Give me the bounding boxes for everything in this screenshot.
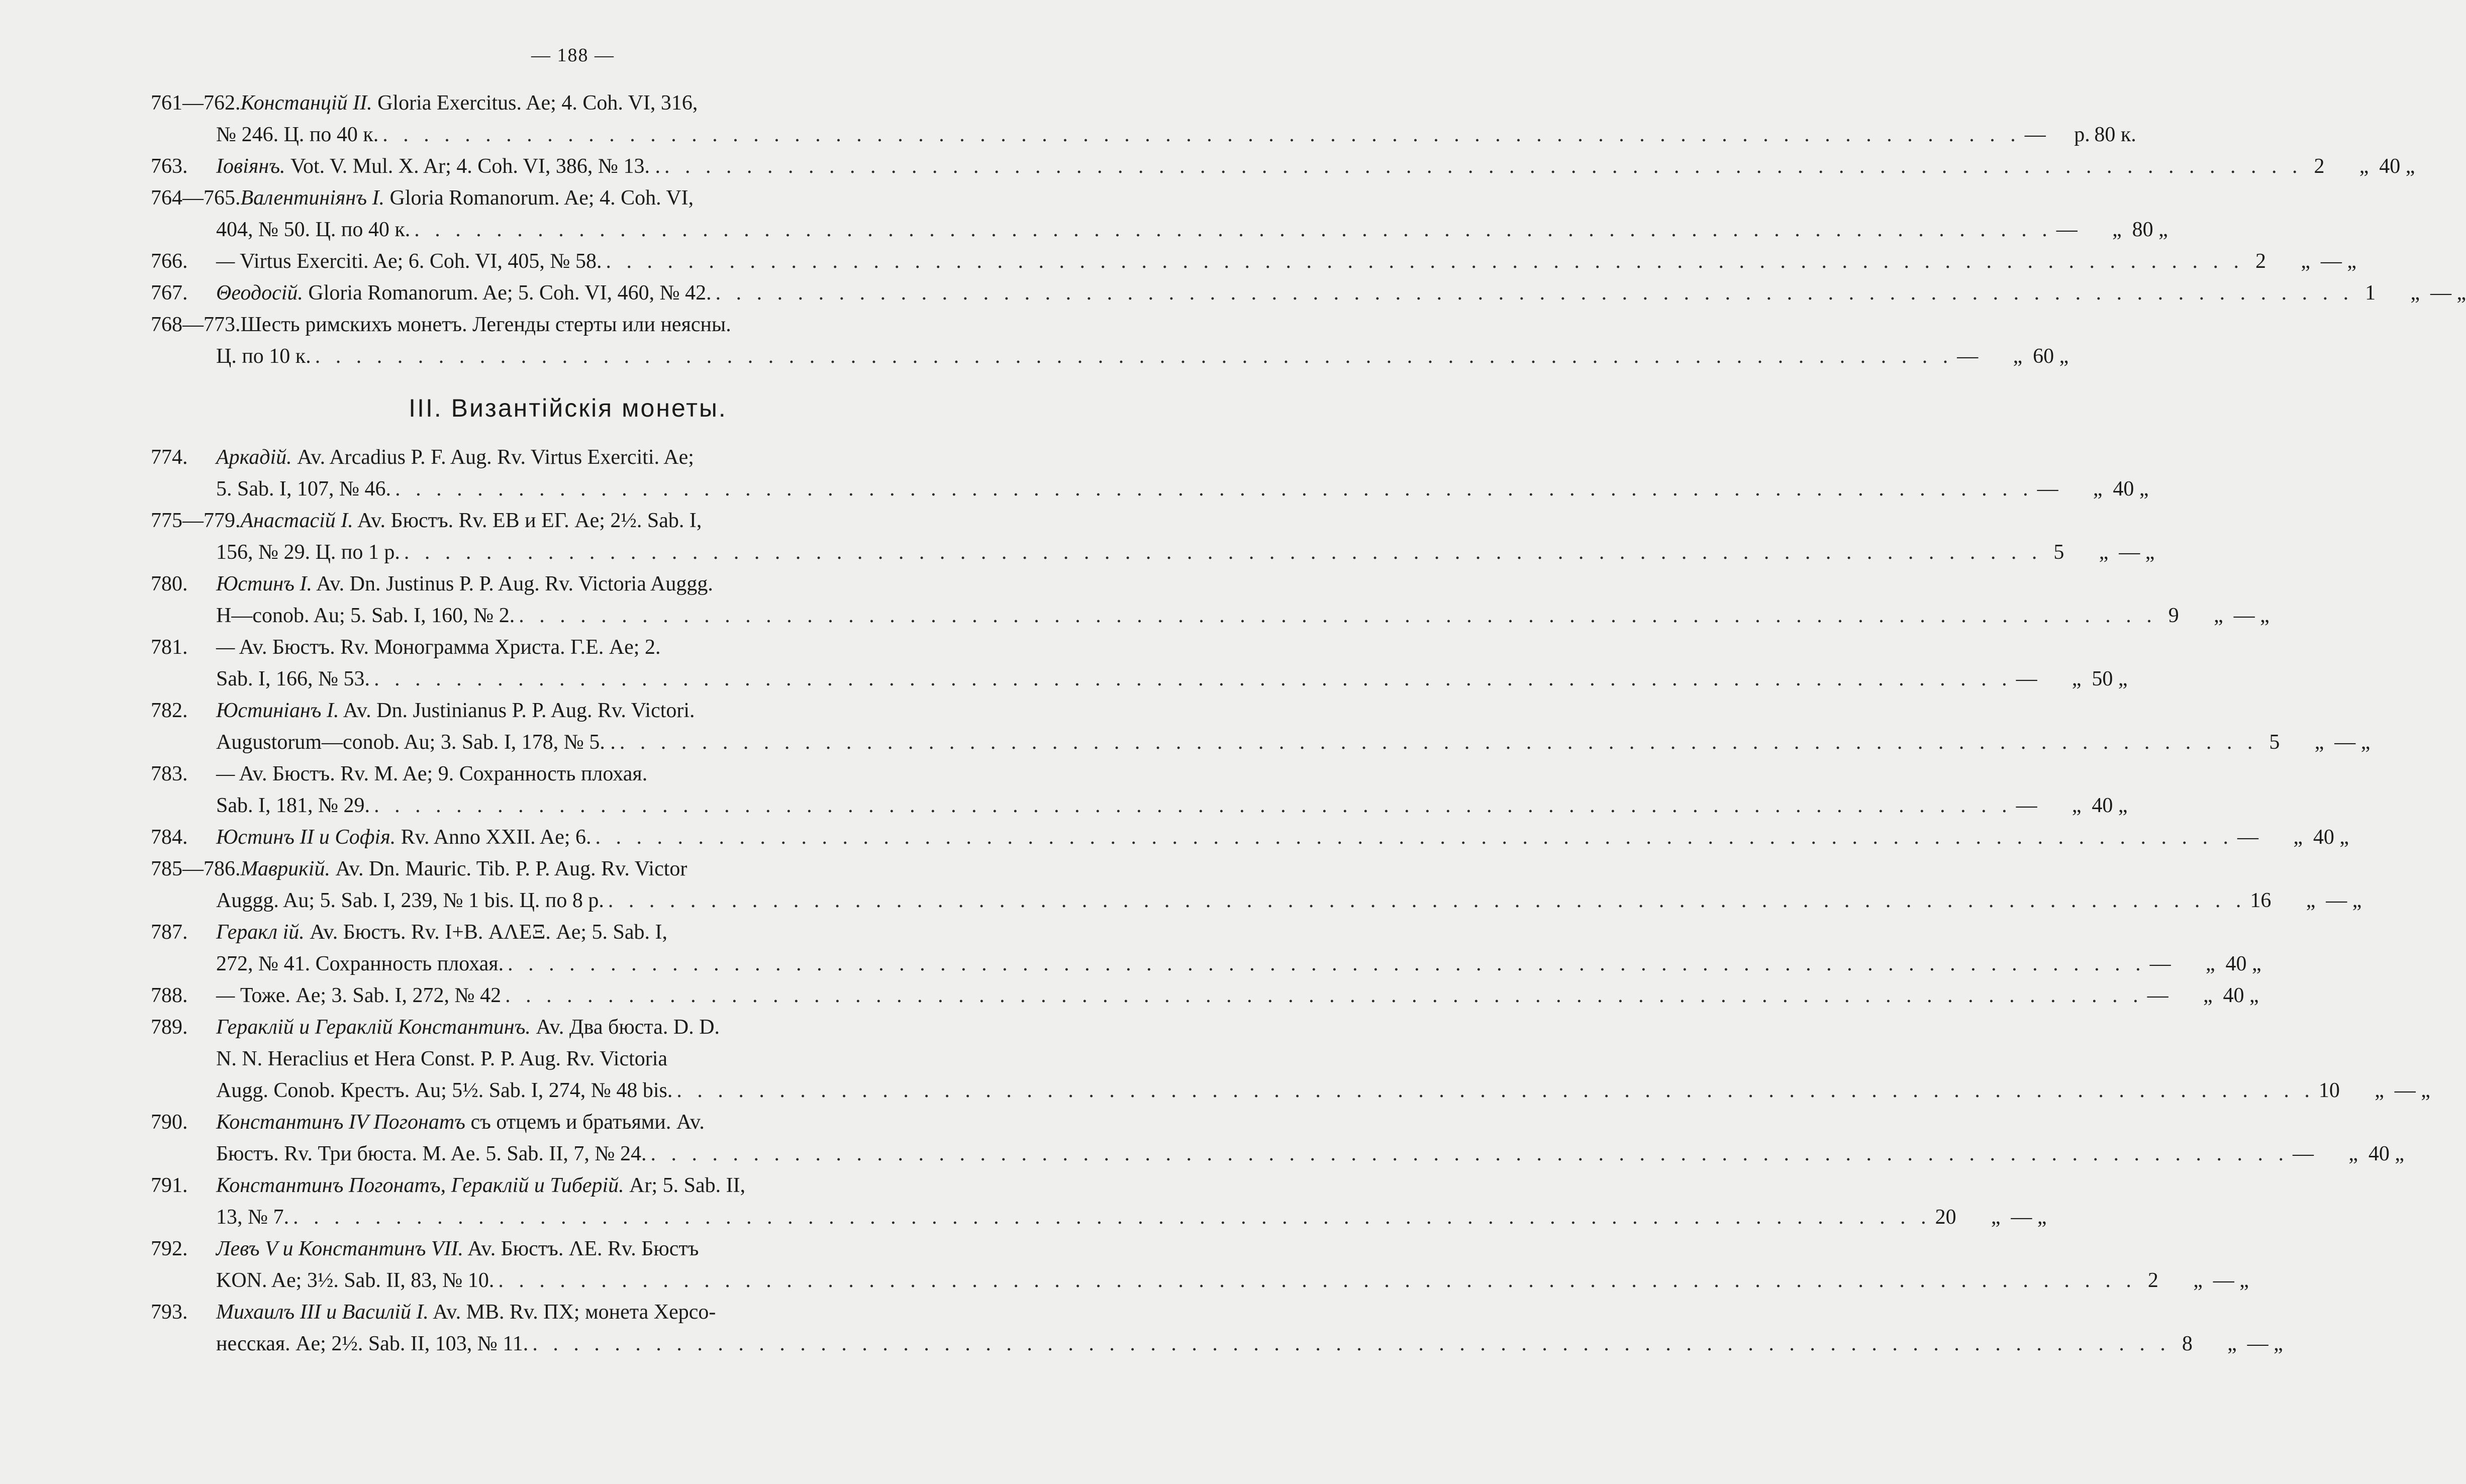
price-marker: 16 <box>2250 889 2272 912</box>
entry-number: 763. <box>151 155 188 178</box>
entry-description: Av. Arcadius P. F. Aug. Rv. Virtus Exerciti. Ae; <box>297 446 694 469</box>
page-number: — 188 — <box>531 45 615 66</box>
price-kopecks: — „ <box>2011 1206 2047 1229</box>
price-marker: — <box>2292 1142 2314 1165</box>
dot-leader: . . . . . . . . . . . . . . . . . . . . . . . . . . . . . . . . . . . . . . . . . . . . . . . . . . . . . . . . . . . . . . . . . . . . . . . . . . . . . . . . <box>404 541 2042 564</box>
price-kopecks: 40 „ <box>2092 794 2128 817</box>
entry-description: H—conob. Au; 5. Sab. I, 160, № 2. <box>216 604 515 627</box>
entry-line <box>151 632 955 663</box>
dot-leader: . . . . . . . . . . . . . . . . . . . . . . . . . . . . . . . . . . . . . . . . . . . . . . . . . . . . . . . . . . . . . . . . . . . . . . . . . . . . . . . . <box>650 1142 2289 1165</box>
catalog-entry <box>151 1107 2404 1170</box>
entry-continuation <box>151 948 2261 980</box>
catalog-entry <box>151 822 2349 853</box>
entry-description: Av. Dn. Justinianus P. P. Aug. Rv. Victori. <box>343 699 695 722</box>
price-kopecks: 40 „ <box>2368 1142 2404 1165</box>
price-kopecks: — „ <box>2334 731 2371 754</box>
entry-text <box>241 182 694 214</box>
dot-leader: . . . . . . . . . . . . . . . . . . . . . . . . . . . . . . . . . . . . . . . . . . . . . . . . . . . . . . . . . . . . . . . . . . . . . . . . . . . . . . . . <box>608 889 2246 912</box>
entry-number: 793. <box>151 1301 188 1324</box>
entry-line <box>151 1107 955 1138</box>
price-marker: 5 <box>2053 541 2064 564</box>
entry-continuation <box>151 214 2168 246</box>
ruler-name: Валентиніянъ I. <box>240 186 384 210</box>
dot-leader: . . . . . . . . . . . . . . . . . . . . . . . . . . . . . . . . . . . . . . . . . . . . . . . . . . . . . . . . . . . . . . . . . . . . . . . . . . . . . . . . <box>532 1332 2171 1355</box>
entry-text <box>216 151 660 182</box>
entry-line <box>151 980 2259 1012</box>
entry-description: Ar; 5. Sab. II, <box>629 1174 746 1197</box>
entry-number: 774. <box>151 446 188 469</box>
entry-description: Sab. I, 166, № 53. <box>216 667 370 690</box>
dot-leader: . . . . . . . . . . . . . . . . . . . . . . . . . . . . . . . . . . . . . . . . . . . . . . . . . . . . . . . . . . . . . . . . . . . . . . . . . . . . . . . . <box>664 155 2303 178</box>
price-marker: 2 <box>2314 155 2325 178</box>
entry-description: Av. Бюстъ. Rv. M. Ae; 9. Сохранность плохая. <box>239 762 648 785</box>
price-rubles: „ <box>2193 1269 2203 1292</box>
entry-line <box>151 246 2356 277</box>
price-kopecks: 40 „ <box>2223 984 2259 1007</box>
entry-description: Gloria Exercitus. Ae; 4. Coh. VI, 316, <box>377 91 698 115</box>
entry-number: 775—779. <box>151 509 241 532</box>
price-rubles: „ <box>2203 984 2213 1007</box>
price-rubles: „ <box>2348 1142 2358 1165</box>
entry-description: № 246. Ц. по 40 к. <box>216 123 379 146</box>
price-rubles: „ <box>2306 889 2316 912</box>
entry-number: 788. <box>151 984 188 1007</box>
entry-number: 780. <box>151 572 188 596</box>
entry-text <box>241 505 702 537</box>
ruler-name: Θеодосій. <box>216 281 303 305</box>
dot-leader: . . . . . . . . . . . . . . . . . . . . . . . . . . . . . . . . . . . . . . . . . . . . . . . . . . . . . . . . . . . . . . . . . . . . . . . . . . . . . . . . <box>395 477 2033 501</box>
price-marker: — <box>2149 952 2171 975</box>
entry-description: Vot. V. Mul. X. Ar; 4. Coh. VI, 386, № 13. . <box>290 155 660 178</box>
entry-line <box>151 1297 955 1328</box>
entry-number: 789. <box>151 1016 188 1039</box>
entry-text <box>216 1233 699 1265</box>
entry-description: Av. Два бюста. D. D. <box>536 1016 720 1039</box>
entry-continuation <box>151 1075 2430 1107</box>
entry-line <box>151 151 2415 182</box>
price-rubles: „ <box>2214 604 2223 627</box>
entry-line <box>151 758 955 790</box>
entry-description: 5. Sab. I, 107, № 46. <box>216 477 391 501</box>
entry-continuation <box>151 119 2136 151</box>
price-marker: — <box>2016 794 2037 817</box>
dot-leader: . . . . . . . . . . . . . . . . . . . . . . . . . . . . . . . . . . . . . . . . . . . . . . . . . . . . . . . . . . . . . . . . . . . . . . . . . . . . . . . . <box>508 952 2146 975</box>
entry-continuation <box>151 473 2149 505</box>
price-rubles: „ <box>2410 281 2420 305</box>
price-kopecks: — „ <box>2233 604 2270 627</box>
entry-description: Augustorum—conob. Au; 3. Sab. I, 178, № 5. . <box>216 731 616 754</box>
price-kopecks: — „ <box>2320 250 2356 273</box>
entry-line <box>151 505 955 537</box>
entry-number: 766. <box>151 250 188 273</box>
entry-line <box>151 917 955 948</box>
price-kopecks: — „ <box>2394 1079 2430 1102</box>
entry-line <box>151 309 955 341</box>
ruler-name: Михаилъ III и Василій I. <box>216 1301 429 1324</box>
entry-text <box>216 632 660 663</box>
entry-description: Av. Бюстъ. Rv. EB и ЕГ. Ae; 2½. Sab. I, <box>357 509 702 532</box>
entry-continuation <box>151 790 2128 822</box>
entry-continuation <box>151 341 2069 372</box>
price-marker: 1 <box>2365 281 2376 305</box>
catalog-entry <box>151 151 2415 182</box>
price-marker: — <box>1957 345 1979 368</box>
price-rubles: р. <box>2074 123 2090 146</box>
entry-description: Rv. Anno XXII. Ae; 6. <box>401 826 591 849</box>
entry-number: 764—765. <box>151 186 241 210</box>
ruler-name: Юстинъ II и Софія. <box>216 826 396 849</box>
entry-number: 785—786. <box>151 857 241 880</box>
entry-number: 781. <box>151 636 188 659</box>
entry-continuation <box>151 885 2362 917</box>
ruler-name: Аркадій. <box>216 446 292 469</box>
dot-leader: . . . . . . . . . . . . . . . . . . . . . . . . . . . . . . . . . . . . . . . . . . . . . . . . . . . . . . . . . . . . . . . . . . . . . . . . . . . . . . . . <box>414 218 2052 241</box>
entry-description: Ц. по 10 к. <box>216 345 311 368</box>
entry-text <box>216 246 602 277</box>
entry-text <box>216 980 501 1012</box>
dot-leader: . . . . . . . . . . . . . . . . . . . . . . . . . . . . . . . . . . . . . . . . . . . . . . . . . . . . . . . . . . . . . . . . . . . . . . . . . . . . . . . . <box>293 1206 1931 1229</box>
entry-text <box>216 442 694 473</box>
price-marker: — <box>2016 667 2037 690</box>
page <box>151 44 2466 1360</box>
entry-continuation <box>151 1265 2249 1297</box>
price-marker: 8 <box>2182 1332 2193 1355</box>
price-rubles: „ <box>2013 345 2023 368</box>
catalog-entry <box>151 246 2356 277</box>
entry-description: Av. MB. Rv. ΠΧ; монета Херсо- <box>433 1301 716 1324</box>
price-rubles: „ <box>2293 826 2303 849</box>
catalog-entry <box>151 1170 2047 1233</box>
catalog-entry <box>151 442 2149 505</box>
entry-description: Av. Бюстъ. ΛΕ. Rv. Бюстъ <box>467 1237 699 1260</box>
price-kopecks: 40 „ <box>2225 952 2261 975</box>
entry-text <box>216 695 695 727</box>
dot-leader: . . . . . . . . . . . . . . . . . . . . . . . . . . . . . . . . . . . . . . . . . . . . . . . . . . . . . . . . . . . . . . . . . . . . . . . . . . . . . . . . <box>374 794 2012 817</box>
entry-number: 782. <box>151 699 188 722</box>
price-rubles: „ <box>2205 952 2215 975</box>
entry-description: Gloria Romanorum. Ae; 5. Coh. VI, 460, № 42. <box>308 281 712 305</box>
entry-text <box>216 1012 720 1043</box>
dot-leader: . . . . . . . . . . . . . . . . . . . . . . . . . . . . . . . . . . . . . . . . . . . . . . . . . . . . . . . . . . . . . . . . . . . . . . . . . . . . . . . . <box>606 250 2244 273</box>
catalog-entry <box>151 758 2128 822</box>
entry-continuation <box>151 1202 2047 1233</box>
price-kopecks: — „ <box>2430 281 2466 305</box>
price-rubles: „ <box>2301 250 2310 273</box>
price-marker: — <box>2024 123 2046 146</box>
catalog-entry <box>151 277 2466 309</box>
entry-description: несская. Ae; 2½. Sab. II, 103, № 11. <box>216 1332 529 1355</box>
entry-description: Бюстъ. Rv. Три бюста. M. Ae. 5. Sab. II, 7, № 24. <box>216 1142 647 1165</box>
ruler-name: — <box>216 984 235 1007</box>
dot-leader: . . . . . . . . . . . . . . . . . . . . . . . . . . . . . . . . . . . . . . . . . . . . . . . . . . . . . . . . . . . . . . . . . . . . . . . . . . . . . . . . <box>715 281 2354 305</box>
entry-number: 761—762. <box>151 91 241 115</box>
price-marker: — <box>2147 984 2168 1007</box>
entry-text <box>216 1107 705 1138</box>
price-rubles: „ <box>2227 1332 2237 1355</box>
price-rubles: „ <box>2314 731 2324 754</box>
ruler-name: Іовіянъ. <box>216 155 285 178</box>
entry-text <box>216 1297 716 1328</box>
price-kopecks: 40 „ <box>2379 155 2415 178</box>
price-rubles: „ <box>2093 477 2103 501</box>
price-marker: 9 <box>2168 604 2179 627</box>
ruler-name: Левъ V и Константинъ VII. <box>216 1237 464 1260</box>
dot-leader: . . . . . . . . . . . . . . . . . . . . . . . . . . . . . . . . . . . . . . . . . . . . . . . . . . . . . . . . . . . . . . . . . . . . . . . . . . . . . . . . <box>382 123 2021 146</box>
entry-text <box>241 309 731 341</box>
entry-text <box>216 1170 745 1202</box>
entry-line <box>151 182 955 214</box>
catalog-entry <box>151 505 2155 568</box>
entry-line <box>151 695 955 727</box>
entry-line <box>151 1233 955 1265</box>
entry-text <box>216 277 712 309</box>
price-kopecks: 60 „ <box>2033 345 2069 368</box>
ruler-name: — <box>216 762 235 785</box>
price-kopecks: 80 к. <box>2094 123 2136 146</box>
entry-description: 156, № 29. Ц. по 1 р. <box>216 541 400 564</box>
entry-description: Augg. Conob. Крестъ. Au; 5½. Sab. I, 274, № 48 bis. <box>216 1079 673 1102</box>
entry-description: 272, № 41. Сохранность плохая. <box>216 952 504 975</box>
entry-line <box>151 1170 955 1202</box>
price-kopecks: — „ <box>2247 1332 2283 1355</box>
entry-description: Virtus Exerciti. Ae; 6. Coh. VI, 405, № 58. <box>240 250 602 273</box>
ruler-name: Константинъ Погонатъ, Гераклій и Тиберій. <box>216 1174 624 1197</box>
price-marker: 5 <box>2269 731 2280 754</box>
entry-continuation <box>151 1328 2283 1360</box>
entry-line <box>151 853 955 885</box>
dot-leader: . . . . . . . . . . . . . . . . . . . . . . . . . . . . . . . . . . . . . . . . . . . . . . . . . . . . . . . . . . . . . . . . . . . . . . . . . . . . . . . . <box>374 667 2012 690</box>
entry-description: 404, № 50. Ц. по 40 к. <box>216 218 411 241</box>
entry-description: Gloria Romanorum. Ae; 4. Coh. VI, <box>389 186 694 210</box>
entry-description: 13, № 7. <box>216 1206 289 1229</box>
price-marker: 2 <box>2147 1269 2158 1292</box>
entry-text <box>216 568 713 600</box>
dot-leader: . . . . . . . . . . . . . . . . . . . . . . . . . . . . . . . . . . . . . . . . . . . . . . . . . . . . . . . . . . . . . . . . . . . . . . . . . . . . . . . . <box>315 345 1953 368</box>
entry-line <box>151 87 955 119</box>
ruler-name: Константинъ IV Погонатъ <box>216 1111 465 1134</box>
price-marker: 20 <box>1935 1206 1956 1229</box>
catalog-entry <box>151 309 2069 372</box>
price-marker: 2 <box>2255 250 2266 273</box>
entry-description: Тоже. Ae; 3. Sab. I, 272, № 42 <box>240 984 502 1007</box>
price-rubles: „ <box>2072 667 2082 690</box>
entry-line <box>151 822 2349 853</box>
entry-list-roman <box>151 87 2466 372</box>
entry-description: Sab. I, 181, № 29. <box>216 794 370 817</box>
ruler-name: — <box>216 250 235 273</box>
ruler-name: Анастасій I. <box>240 509 353 532</box>
price-rubles: „ <box>2375 1079 2384 1102</box>
entry-description: съ отцемъ и братьями. Av. <box>470 1111 705 1134</box>
dot-leader: . . . . . . . . . . . . . . . . . . . . . . . . . . . . . . . . . . . . . . . . . . . . . . . . . . . . . . . . . . . . . . . . . . . . . . . . . . . . . . . . <box>505 984 2143 1007</box>
entry-line <box>151 442 955 473</box>
entry-number: 767. <box>151 281 188 305</box>
entry-number: 790. <box>151 1111 188 1134</box>
price-marker: 10 <box>2318 1079 2340 1102</box>
ruler-name: Юстиніанъ I. <box>216 699 339 722</box>
entry-continuation <box>151 1043 955 1075</box>
entry-line <box>151 277 2466 309</box>
entry-description: KON. Ae; 3½. Sab. II, 83, № 10. <box>216 1269 495 1292</box>
entry-list-byzantine <box>151 442 2430 1360</box>
ruler-name: Констанцій II. <box>240 91 372 115</box>
entry-text <box>241 853 687 885</box>
catalog-entry <box>151 695 2371 758</box>
entry-description: Av. Бюстъ. Rv. Монограмма Христа. Г.Е. Ae; 2. <box>239 636 661 659</box>
entry-description: Av. Бюстъ. Rv. I+B. ΑΛΕΞ. Ae; 5. Sab. I, <box>310 921 668 944</box>
entry-continuation <box>151 1138 2404 1170</box>
catalog-entry <box>151 980 2259 1012</box>
dot-leader: . . . . . . . . . . . . . . . . . . . . . . . . . . . . . . . . . . . . . . . . . . . . . . . . . . . . . . . . . . . . . . . . . . . . . . . . . . . . . . . . <box>519 604 2157 627</box>
dot-leader: . . . . . . . . . . . . . . . . . . . . . . . . . . . . . . . . . . . . . . . . . . . . . . . . . . . . . . . . . . . . . . . . . . . . . . . . . . . . . . . . <box>595 826 2234 849</box>
catalog-entry <box>151 1297 2283 1360</box>
entry-number: 792. <box>151 1237 188 1260</box>
price-rubles: „ <box>2359 155 2369 178</box>
ruler-name: Юстинъ I. <box>216 572 312 596</box>
dot-leader: . . . . . . . . . . . . . . . . . . . . . . . . . . . . . . . . . . . . . . . . . . . . . . . . . . . . . . . . . . . . . . . . . . . . . . . . . . . . . . . . <box>619 731 2258 754</box>
section-heading: III. Византійскія монеты. <box>409 394 727 422</box>
price-rubles: „ <box>2072 794 2082 817</box>
entry-text <box>216 917 667 948</box>
price-rubles: „ <box>2099 541 2109 564</box>
price-kopecks: 50 „ <box>2092 667 2128 690</box>
entry-description: N. N. Heraclius et Hera Const. P. P. Aug. Rv. Victoria <box>216 1047 668 1070</box>
catalog-entry <box>151 632 2128 695</box>
entry-description: Av. Dn. Mauric. Tib. P. P. Aug. Rv. Victor <box>335 857 687 880</box>
price-marker: — <box>2037 477 2058 501</box>
entry-continuation <box>151 600 2270 632</box>
price-marker: — <box>2237 826 2259 849</box>
ruler-name: — <box>216 636 235 659</box>
dot-leader: . . . . . . . . . . . . . . . . . . . . . . . . . . . . . . . . . . . . . . . . . . . . . . . . . . . . . . . . . . . . . . . . . . . . . . . . . . . . . . . . <box>676 1079 2315 1102</box>
price-kopecks: 40 „ <box>2113 477 2149 501</box>
entry-line <box>151 1012 955 1043</box>
dot-leader: . . . . . . . . . . . . . . . . . . . . . . . . . . . . . . . . . . . . . . . . . . . . . . . . . . . . . . . . . . . . . . . . . . . . . . . . . . . . . . . . <box>498 1269 2136 1292</box>
catalog-entry <box>151 917 2261 980</box>
entry-continuation <box>151 537 2155 568</box>
catalog-entry <box>151 1233 2249 1297</box>
price-kopecks: 80 „ <box>2132 218 2168 241</box>
entry-continuation <box>151 663 2128 695</box>
catalog-entry <box>151 87 2136 151</box>
entry-text <box>216 822 591 853</box>
ruler-name: Маврикій. <box>240 857 330 880</box>
entry-text <box>216 758 647 790</box>
entry-number: 784. <box>151 826 188 849</box>
entry-number: 768—773. <box>151 313 241 336</box>
catalog-entry <box>151 853 2362 917</box>
price-kopecks: — „ <box>2326 889 2362 912</box>
entry-text <box>241 87 698 119</box>
catalog-entry <box>151 568 2270 632</box>
entry-line <box>151 568 955 600</box>
price-kopecks: — „ <box>2213 1269 2249 1292</box>
entry-number: 783. <box>151 762 188 785</box>
price-rubles: „ <box>1991 1206 2001 1229</box>
price-rubles: „ <box>2112 218 2122 241</box>
ruler-name: Геракл ій. <box>216 921 305 944</box>
catalog-entry <box>151 1012 2430 1107</box>
ruler-name: Гераклій и Гераклій Константинъ. <box>216 1016 531 1039</box>
entry-continuation <box>151 727 2371 758</box>
catalog-entry <box>151 182 2168 246</box>
price-kopecks: 40 „ <box>2313 826 2349 849</box>
entry-number: 791. <box>151 1174 188 1197</box>
entry-description: Av. Dn. Justinus P. P. Aug. Rv. Victoria Auggg. <box>316 572 713 596</box>
entry-number: 787. <box>151 921 188 944</box>
price-kopecks: — „ <box>2119 541 2155 564</box>
entry-description: Шесть римскихъ монетъ. Легенды стерты или неясны. <box>240 313 731 336</box>
price-marker: — <box>2056 218 2078 241</box>
entry-description: Auggg. Au; 5. Sab. I, 239, № 1 bis. Ц. по 8 р. <box>216 889 604 912</box>
